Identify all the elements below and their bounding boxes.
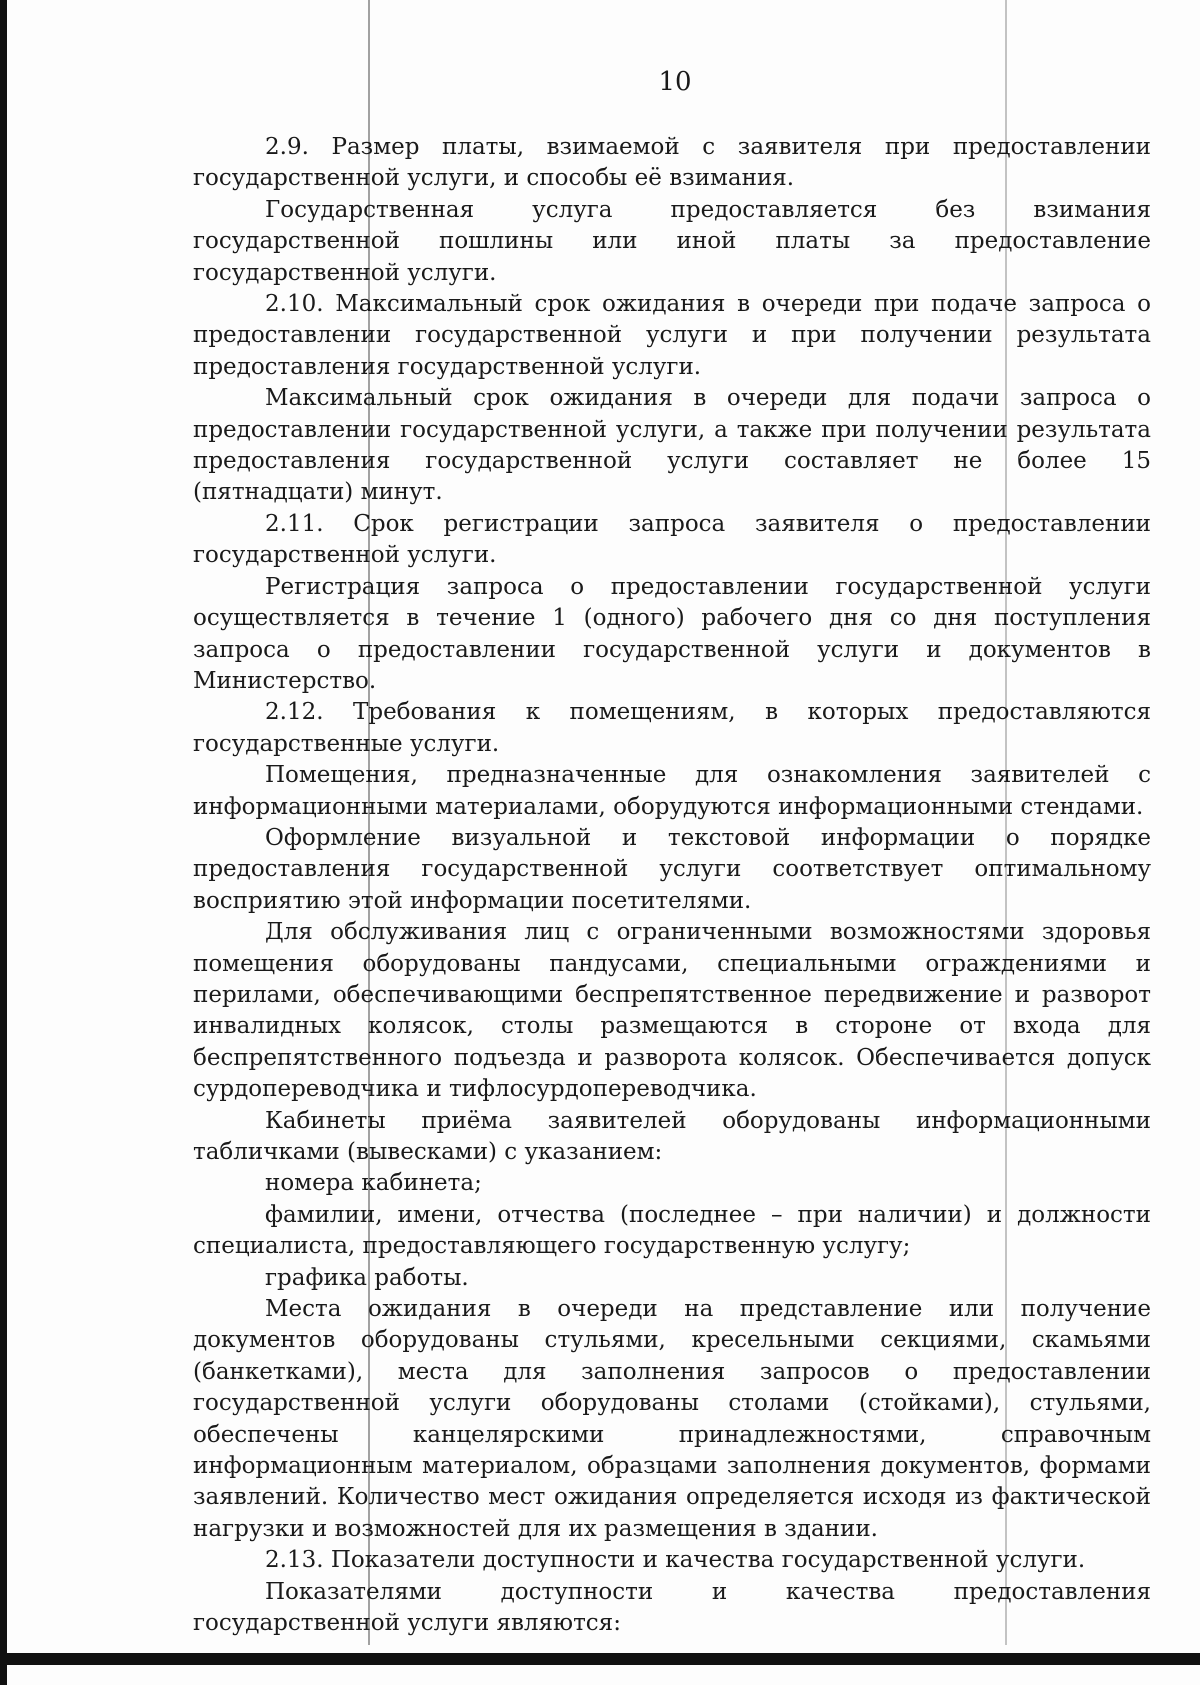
- page-number: 10: [658, 67, 692, 97]
- paragraph: Кабинеты приёма заявителей оборудованы информационными табличками (вывесками) с указанием:: [193, 1107, 1151, 1165]
- scan-bottom-edge: [0, 1653, 1200, 1665]
- paragraph: Помещения, предназначенные для ознакомления заявителей с информационными материалами, оборудуются информационными стендами.: [193, 762, 1151, 820]
- list-item: номера кабинета;: [265, 1170, 482, 1197]
- section-heading: 2.11. Срок регистрации запроса заявителя о предоставлении государственной услуги.: [193, 510, 1151, 569]
- paragraph: Места ожидания в очереди на представление или получение документов оборудованы стульями, кресельными секциями, скамьями (банкетками), места для заполнения запросов о предоставлении государственной услуги оборудованы столами (стойками), стульями, обеспечены канцелярскими принадлежностями, справочным информационным материалом, образцами заполнения документов, формами заявлений. Количество мест ожидания определяется исходя из фактической нагрузки и возможностей для их размещения в здании.: [193, 1296, 1151, 1542]
- paragraph: Регистрация запроса о предоставлении государственной услуги осуществляется в течение 1 (одного) рабочего дня со дня поступления запроса о предоставлении государственной услуги и документов в Министерство.: [193, 573, 1151, 694]
- document-body: [193, 132, 1151, 1640]
- paragraph: Государственная услуга предоставляется без взимания государственной пошлины или иной платы за предоставление государственной услуги.: [193, 196, 1151, 286]
- section-heading: 2.9. Размер платы, взимаемой с заявителя при предоставлении государственной услуги, и способы её взимания.: [193, 134, 1151, 192]
- paragraph: Для обслуживания лиц с ограниченными возможностями здоровья помещения оборудованы пандусами, специальными ограждениями и перилами, обеспечивающими беспрепятственное передвижение и разворот инвалидных колясок, столы размещаются в стороне от входа для беспрепятственного подъезда и разворота колясок. Обеспечивается допуск сурдопереводчика и тифлосурдопереводчика.: [193, 919, 1151, 1103]
- list-item: фамилии, имени, отчества (последнее – при наличии) и должности специалиста, предоставляющего государственную услугу;: [193, 1201, 1151, 1260]
- scan-left-edge: [0, 0, 7, 1685]
- paragraph: Оформление визуальной и текстовой информации о порядке предоставления государственной услуги соответствует оптимальному восприятию этой информации посетителями.: [193, 824, 1151, 914]
- section-heading: 2.12. Требования к помещениям, в которых предоставляются государственные услуги.: [193, 699, 1151, 757]
- paragraph: Максимальный срок ожидания в очереди для подачи запроса о предоставлении государственной услуги, а также при получении результата предоставления государственной услуги составляет не более 15 (пятнадцати) минут.: [193, 385, 1151, 506]
- list-item: графика работы.: [265, 1264, 469, 1291]
- section-heading: 2.10. Максимальный срок ожидания в очереди при подаче запроса о предоставлении государственной услуги и при получении результата предоставления государственной услуги.: [193, 291, 1151, 380]
- section-heading: 2.13. Показатели доступности и качества государственной услуги.: [265, 1547, 1086, 1574]
- paragraph: Показателями доступности и качества предоставления государственной услуги являются:: [193, 1578, 1151, 1637]
